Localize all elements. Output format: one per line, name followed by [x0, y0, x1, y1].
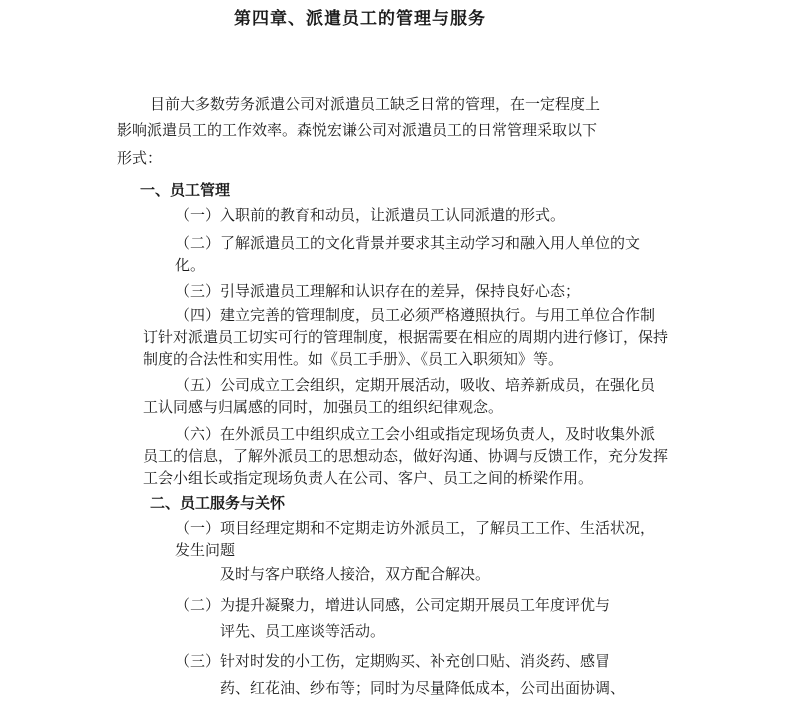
paragraph-line: 制度的合法性和实用性。如《员工手册》、《员工入职须知》等。 — [143, 350, 564, 368]
intro-line: 目前大多数劳务派遣公司对派遣员工缺乏日常的管理，在一定程度上 — [150, 95, 601, 113]
paragraph-line: （四）建立完善的管理制度，员工必须严格遵照执行。与用工单位合作制 — [175, 306, 656, 324]
section-heading: 二、员工服务与关怀 — [150, 494, 286, 512]
paragraph-line: （三）针对时发的小工伤，定期购买、补充创口贴、消炎药、感冒 — [175, 652, 611, 670]
intro-line: 影响派遣员工的工作效率。森悦宏谦公司对派遣员工的日常管理采取以下 — [117, 121, 598, 139]
paragraph-line: （二）了解派遣员工的文化背景并要求其主动学习和融入用人单位的文 — [175, 234, 641, 252]
page-title: 第四章、派遣员工的管理与服务 — [234, 9, 486, 29]
paragraph-line: 发生问题 — [175, 541, 236, 559]
paragraph-line: （三）引导派遣员工理解和认识存在的差异，保持良好心态； — [175, 282, 581, 300]
paragraph-line: 药、红花油、纱布等；同时为尽量降低成本，公司出面协调、 — [220, 679, 626, 697]
paragraph-line: （一）项目经理定期和不定期走访外派员工，了解员工工作、生活状况， — [175, 519, 656, 537]
paragraph-line: 化。 — [175, 256, 206, 274]
paragraph-line: （六）在外派员工中组织成立工会小组或指定现场负责人，及时收集外派 — [175, 425, 656, 443]
intro-line: 形式： — [117, 149, 163, 167]
paragraph-line: 工会小组长或指定现场负责人在公司、客户、员工之间的桥梁作用。 — [143, 469, 594, 487]
paragraph-line: 订针对派遣员工切实可行的管理制度，根据需要在相应的周期内进行修订，保持 — [143, 328, 669, 346]
paragraph-line: 工认同感与归属感的同时，加强员工的组织纪律观念。 — [143, 398, 504, 416]
paragraph-line: （一）入职前的教育和动员，让派遣员工认同派遣的形式。 — [175, 206, 566, 224]
paragraph-line: 员工的信息，了解外派员工的思想动态，做好沟通、协调与反馈工作，充分发挥 — [143, 447, 669, 465]
section-heading: 一、员工管理 — [140, 181, 231, 199]
paragraph-line: 及时与客户联络人接洽，双方配合解决。 — [220, 565, 491, 583]
paragraph-line: （五）公司成立工会组织，定期开展活动，吸收、培养新成员，在强化员 — [175, 376, 656, 394]
paragraph-line: 评先、员工座谈等活动。 — [220, 622, 386, 640]
paragraph-line: （二）为提升凝聚力，增进认同感，公司定期开展员工年度评优与 — [175, 596, 611, 614]
